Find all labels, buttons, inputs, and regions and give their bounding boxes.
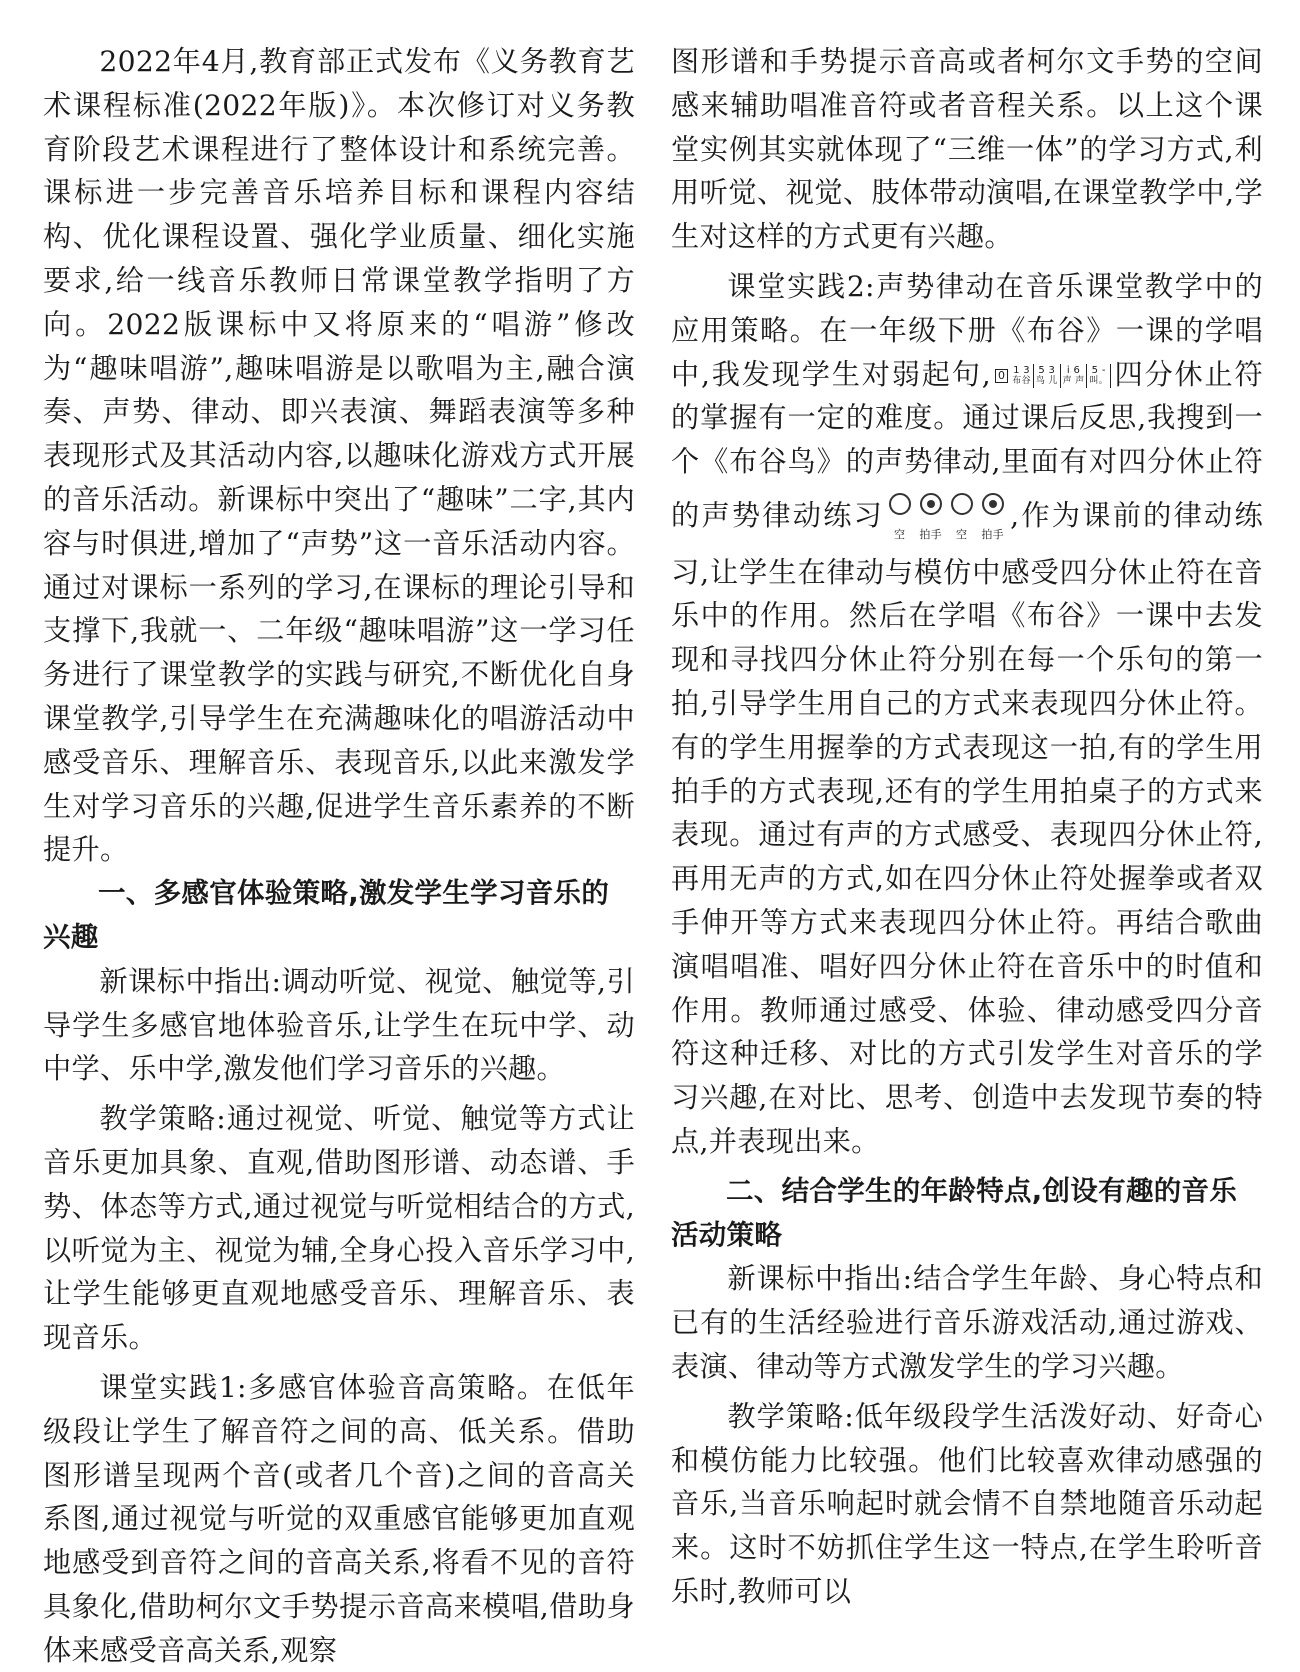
clap-circle-icon — [982, 493, 1004, 515]
section-heading-2: 二、结合学生的年龄特点,创设有趣的音乐活动策略 — [671, 1174, 1238, 1251]
right-column — [671, 40, 1263, 1614]
rhythm-label: 空 — [955, 527, 968, 541]
classroom-practice-2-paragraph — [671, 265, 1263, 1164]
left-column — [43, 40, 635, 1672]
empty-circle-icon — [889, 493, 911, 515]
practice-2-text-c: ,作为课前的律动练习,让学生在律动与模仿中感受四分休止符在音乐中的作用。然后在学唱《布谷》一课中去发现和寻找四分休止符分别在每一个乐句的第一拍,引导学生用自己的方式来表现四分休止符。有的学生用握拳的方式表现这一拍,有的学生用拍手的方式表现,还有的学生用拍桌子的方式来表现。通过有声的方式感受、表现四分休止符,再用无声的方式,如在四分休止符处握拳或者双手伸开等方式来表现四分休止符。再结合歌曲演唱唱准、唱好四分休止符在音乐中的时值和作用。教师通过感受、体验、律动感受四分音符这种迁移、对比的方式引发学生对音乐的学习兴趣,在对比、思考、创造中去发现节奏的特点,并表现出来。 — [671, 498, 1263, 1158]
continued-paragraph: 图形谱和手势提示音高或者柯尔文手势的空间感来辅助唱准音符或者音程关系。以上这个课堂实例其实就体现了“三维一体”的学习方式,利用听觉、视觉、肢体带动演唱,在课堂教学中,学生对这样的方式更有兴趣。 — [671, 45, 1263, 254]
teaching-strategy-paragraph-1: 教学策略:通过视觉、听觉、触觉等方式让音乐更加具象、直观,借助图形谱、动态谱、手势、体态等方式,通过视觉与听觉相结合的方式,以听觉为主、视觉为辅,全身心投入音乐学习中,让学生能够更直观地感受音乐、理解音乐、表现音乐。 — [43, 1102, 635, 1355]
music-notation — [993, 364, 1111, 388]
section-heading-1: 一、多感官体验策略,激发学生学习音乐的兴趣 — [43, 877, 610, 953]
classroom-practice-1-paragraph: 课堂实践1:多感官体验音高策略。在低年级段让学生了解音符之间的高、低关系。借助图形谱呈现两个音(或者几个音)之间的音高关系图,通过视觉与听觉的双重感官能够更加直观地感受到音符之间的音高关系,将看不见的音符具象化,借助柯尔文手势提示音高来模唱,借助身体来感受音高关系,观察 — [43, 1370, 635, 1667]
notation-m4-lyrics: 叫。 — [1089, 376, 1109, 387]
intro-paragraph: 2022年4月,教育部正式发布《义务教育艺术课程标准(2022年版)》。本次修订对义务教育阶段艺术课程进行了整体设计和系统完善。课标进一步完善音乐培养目标和课程内容结构、优化课程设置、强化学业质量、细化实施要求,给一线音乐教师日常课堂教学指明了方向。2022版课标中又将原来的“唱游”修改为“趣味唱游”,趣味唱游是以歌唱为主,融合演奏、声势、律动、即兴表演、舞蹈表演等多种表现形式及其活动内容,以趣味化游戏方式开展的音乐活动。新课标中突出了“趣味”二字,其内容与时俱进,增加了“声势”这一音乐活动内容。通过对课标一系列的学习,在课标的理论引导和支撑下,我就一、二年级“趣味唱游”这一学习任务进行了课堂教学的实践与研究,不断优化自身课堂教学,引导学生在充满趣味化的唱游活动中感受音乐、理解音乐、表现音乐,以此来激发学生对学习音乐的兴趣,促进学生音乐素养的不断提升。 — [43, 45, 635, 867]
rhythm-label: 拍手 — [919, 527, 942, 541]
standard-quote-paragraph-1: 新课标中指出:调动听觉、视觉、触觉等,引导学生多感官地体验音乐,让学生在玩中学、动中学、乐中学,激发他们学习音乐的兴趣。 — [43, 964, 635, 1086]
notation-m1-lyrics: 布谷 — [1012, 376, 1031, 387]
rhythm-label: 拍手 — [981, 527, 1004, 541]
practice-2-text-b: 四分休止符的掌握有一定的难度。通过课后反思,我搜到一个《布谷鸟》的声势律动,里面有对四分休止符的声势律动练习 — [671, 357, 1263, 532]
notation-m4-notes: 5 - — [1091, 365, 1106, 377]
empty-circle-icon — [951, 493, 973, 515]
notation-m2-lyrics: 鸟 儿 — [1035, 376, 1058, 387]
notation-m1-notes: 1 3 — [1013, 365, 1030, 377]
notation-m2-notes: 5 3 — [1038, 365, 1056, 377]
notation-m3-notes: i 6 — [1066, 365, 1081, 377]
rhythm-label: 空 — [893, 527, 906, 541]
notation-m3-lyrics: 声 声 — [1062, 376, 1085, 387]
standard-quote-paragraph-2: 新课标中指出:结合学生年龄、身心特点和已有的生活经验进行音乐游戏活动,通过游戏、表演、律动等方式激发学生的学习兴趣。 — [671, 1262, 1263, 1383]
clap-circle-icon — [920, 493, 942, 515]
rest-box: 0 — [995, 369, 1008, 383]
practice-2-text-a: 课堂实践2:声势律动在音乐课堂教学中的应用策略。在一年级下册《布谷》一课的学唱中,我发现学生对弱起句, — [671, 269, 1263, 391]
rhythm-exercise — [884, 484, 1008, 551]
teaching-strategy-paragraph-2: 教学策略:低年级段学生活泼好动、好奇心和模仿能力比较强。他们比较喜欢律动感强的音乐,当音乐响起时就会情不自禁地随音乐动起来。这时不妨抓住学生这一特点,在学生聆听音乐时,教师可以 — [671, 1399, 1263, 1608]
barline — [1110, 364, 1111, 388]
